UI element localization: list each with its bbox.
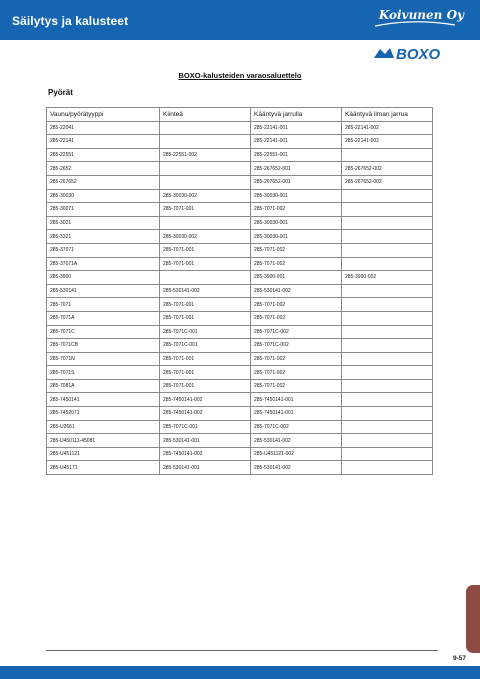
table-row	[47, 230, 433, 244]
table-cell: 285-22551	[47, 148, 160, 162]
table-row	[47, 175, 433, 189]
table-cell: 285-7071-001	[160, 203, 251, 217]
table-cell: 285-7071C-002	[251, 325, 342, 339]
column-header-type: Vaunu/pyörätyyppi	[47, 108, 160, 122]
table-cell: 285-22141	[47, 135, 160, 149]
company-logo-text: Koivunen Oy	[378, 8, 464, 22]
table-row	[47, 121, 433, 135]
table-cell: 285-7071-002	[251, 311, 342, 325]
page-header	[0, 0, 480, 40]
table-cell: 285-30030-002	[160, 230, 251, 244]
table-cell: 285-22551-002	[160, 148, 251, 162]
table-cell: 285-3900-001	[251, 271, 342, 285]
header-title: Säilytys ja kalusteet	[12, 14, 129, 28]
table-cell: 285-7071	[47, 298, 160, 312]
table-cell	[342, 189, 433, 203]
table-cell: 285-7071C-002	[251, 420, 342, 434]
table-cell: 285-267652-002	[342, 175, 433, 189]
table-cell: 285-7071-001	[160, 352, 251, 366]
table-cell	[342, 366, 433, 380]
chapter-side-tab	[466, 585, 480, 653]
table-cell: 285-7071-001	[160, 257, 251, 271]
table-cell	[342, 243, 433, 257]
table-row	[47, 298, 433, 312]
table-cell	[342, 284, 433, 298]
footer-divider	[46, 650, 438, 651]
table-row	[47, 407, 433, 421]
table-cell: 285-7071C-002	[251, 339, 342, 353]
table-cell	[342, 203, 433, 217]
table-row	[47, 393, 433, 407]
table-row	[47, 447, 433, 461]
table-cell: 285-7071C-001	[160, 325, 251, 339]
table-row	[47, 257, 433, 271]
table-cell: 285-530141-002	[160, 284, 251, 298]
table-cell: 285-7450141-002	[160, 447, 251, 461]
table-cell	[342, 379, 433, 393]
table-row	[47, 135, 433, 149]
table-cell	[160, 162, 251, 176]
table-row	[47, 284, 433, 298]
table-cell: 285-7071-002	[251, 203, 342, 217]
table-cell	[160, 135, 251, 149]
table-cell: 285-530141-002	[251, 461, 342, 475]
table-row	[47, 461, 433, 475]
logo-swoosh-icon	[375, 20, 455, 28]
table-cell: 285-7450141-001	[251, 393, 342, 407]
table-cell: 285-37071	[47, 243, 160, 257]
company-logo	[379, 8, 464, 22]
table-cell: 285-U451121	[47, 447, 160, 461]
document-title: BOXO-kalusteiden varaosaluettelo	[178, 71, 302, 80]
table-cell: 285-7071A	[47, 311, 160, 325]
table-cell: 285-30071	[47, 203, 160, 217]
table-cell	[160, 271, 251, 285]
table-cell: 285-30030-001	[251, 189, 342, 203]
boxo-logo-text: BOXO	[396, 46, 441, 63]
table-cell	[342, 461, 433, 475]
table-cell	[342, 393, 433, 407]
table-cell: 285-7071S	[47, 366, 160, 380]
table-cell	[342, 325, 433, 339]
table-cell: 285-30030-001	[251, 216, 342, 230]
table-cell: 285-22551-001	[251, 148, 342, 162]
table-cell	[342, 434, 433, 448]
table-cell: 285-7071-002	[251, 257, 342, 271]
table-cell	[342, 339, 433, 353]
table-cell: 285-30030-002	[160, 189, 251, 203]
table-cell	[160, 216, 251, 230]
table-cell: 285-7081A	[47, 379, 160, 393]
table-row	[47, 243, 433, 257]
table-row	[47, 339, 433, 353]
table-cell	[342, 420, 433, 434]
table-cell: 285-7071C-001	[160, 339, 251, 353]
table-cell: 285-7071-001	[160, 379, 251, 393]
table-row	[47, 352, 433, 366]
table-cell: 285-3021	[47, 216, 160, 230]
boxo-logo	[372, 44, 462, 64]
table-cell: 285-7450141	[47, 393, 160, 407]
parts-table	[46, 107, 433, 475]
table-row	[47, 189, 433, 203]
table-cell	[342, 257, 433, 271]
table-row	[47, 203, 433, 217]
footer-bar	[0, 666, 480, 679]
table-row	[47, 148, 433, 162]
table-row	[47, 311, 433, 325]
table-cell: 285-7450141-001	[251, 407, 342, 421]
table-cell: 285-267652-001	[251, 175, 342, 189]
table-row	[47, 379, 433, 393]
table-cell	[342, 148, 433, 162]
table-cell: 285-530141-001	[160, 461, 251, 475]
table-cell: 285-530141-002	[251, 434, 342, 448]
table-body	[47, 121, 433, 474]
table-cell: 285-7450141-002	[160, 407, 251, 421]
table-cell: 285-7071N	[47, 352, 160, 366]
table-row	[47, 271, 433, 285]
table-cell: 285-7071-001	[160, 366, 251, 380]
table-cell: 285-30030-001	[251, 230, 342, 244]
column-header-swivel-no-brake: Kääntyvä ilman jarrua	[342, 108, 433, 122]
table-cell: 285-22141-001	[251, 135, 342, 149]
table-cell: 285-7071-001	[160, 311, 251, 325]
table-row	[47, 420, 433, 434]
table-cell: 285-7071-002	[251, 352, 342, 366]
table-cell: 285-530141	[47, 284, 160, 298]
table-cell: 285-267652-001	[251, 162, 342, 176]
table-cell: 285-7071CB	[47, 339, 160, 353]
table-cell: 285-3321	[47, 230, 160, 244]
table-cell	[342, 298, 433, 312]
table-row	[47, 366, 433, 380]
table-cell	[342, 352, 433, 366]
table-cell: 285-7071-002	[251, 298, 342, 312]
table-row	[47, 216, 433, 230]
table-cell: 285-530141-001	[160, 434, 251, 448]
table-cell: 285-U451121-002	[251, 447, 342, 461]
table-cell	[160, 121, 251, 135]
table-cell	[160, 175, 251, 189]
table-cell: 285-7071C	[47, 325, 160, 339]
table-cell: 285-3900-002	[342, 271, 433, 285]
boxo-logo-icon	[372, 44, 462, 64]
table-row	[47, 162, 433, 176]
table-header-row	[47, 108, 433, 122]
table-row	[47, 434, 433, 448]
table-cell: 285-7071-002	[251, 379, 342, 393]
table-cell: 285-22141-002	[342, 135, 433, 149]
table-cell: 285-7071-001	[160, 298, 251, 312]
table-cell: 285-37071A	[47, 257, 160, 271]
table-cell	[342, 311, 433, 325]
table-cell	[342, 216, 433, 230]
table-row	[47, 325, 433, 339]
table-cell: 285-7450141-002	[160, 393, 251, 407]
column-header-swivel-brake: Kääntyvä jarrulla	[251, 108, 342, 122]
table-cell: 285-7452071	[47, 407, 160, 421]
table-cell	[342, 407, 433, 421]
table-cell: 285-267652	[47, 175, 160, 189]
table-cell	[342, 230, 433, 244]
table-cell: 285-30030	[47, 189, 160, 203]
table-cell: 285-7071-001	[160, 243, 251, 257]
table-cell: 285-7071-002	[251, 366, 342, 380]
table-cell: 285-U450111-45081	[47, 434, 160, 448]
column-header-fixed: Kiinteä	[160, 108, 251, 122]
table-cell: 285-U45171	[47, 461, 160, 475]
table-cell: 285-530141-002	[251, 284, 342, 298]
table-cell: 285-7071C-001	[160, 420, 251, 434]
table-cell: 285-22141-001	[251, 121, 342, 135]
table-cell: 285-2652	[47, 162, 160, 176]
table-cell: 285-7071-002	[251, 243, 342, 257]
page-number: 9-57	[452, 655, 466, 662]
table-cell: 285-U2661	[47, 420, 160, 434]
section-title: Pyörät	[48, 88, 73, 97]
table-cell: 285-267652-002	[342, 162, 433, 176]
table-cell: 285-22141-002	[342, 121, 433, 135]
table-cell: 285-3900	[47, 271, 160, 285]
table-cell	[342, 447, 433, 461]
table-cell: 285-22041	[47, 121, 160, 135]
